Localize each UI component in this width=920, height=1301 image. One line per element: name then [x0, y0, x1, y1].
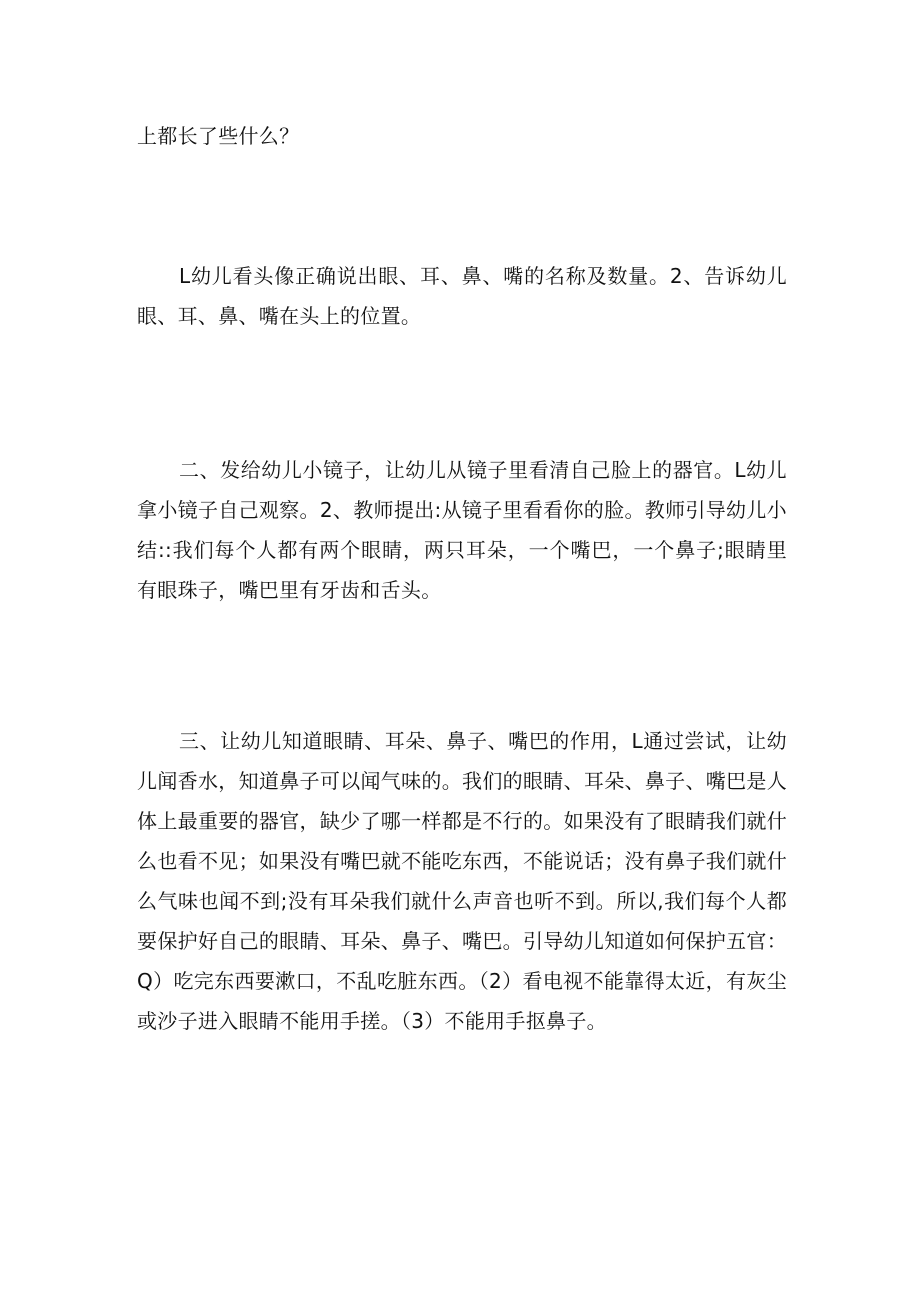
paragraph-step-2: 二、发给幼儿小镜子，让幼儿从镜子里看清自己脸上的器官。L幼儿拿小镜子自己观察。2、教师提出:从镜子里看看你的脸。教师引导幼儿小结::我们每个人都有两个眼睛，两只耳朵，一个嘴巴，一个鼻子;眼睛里有眼珠子，嘴巴里有牙齿和舌头。 — [137, 458, 787, 602]
paragraph-step-1: L幼儿看头像正确说出眼、耳、鼻、嘴的名称及数量。2、告诉幼儿眼、耳、鼻、嘴在头上的位置。 — [137, 264, 787, 328]
paragraph-continuation: 上都长了些什么？ — [137, 124, 300, 148]
paragraph-step-3: 三、让幼儿知道眼睛、耳朵、鼻子、嘴巴的作用，L通过尝试，让幼儿闻香水，知道鼻子可以闻气味的。我们的眼睛、耳朵、鼻子、嘴巴是人体上最重要的器官，缺少了哪一样都是不行的。如果没有了眼睛我们就什么也看不见；如果没有嘴巴就不能吃东西，不能说话；没有鼻子我们就什么气味也闻不到;没有耳朵我们就什么声音也听不到。所以,我们每个人都要保护好自己的眼睛、耳朵、鼻子、嘴巴。引导幼儿知道如何保护五官：Q）吃完东西要漱口，不乱吃脏东西。（2）看电视不能靠得太近，有灰尘或沙子进入眼睛不能用手搓。（3）不能用手抠鼻子。 — [137, 729, 787, 1033]
